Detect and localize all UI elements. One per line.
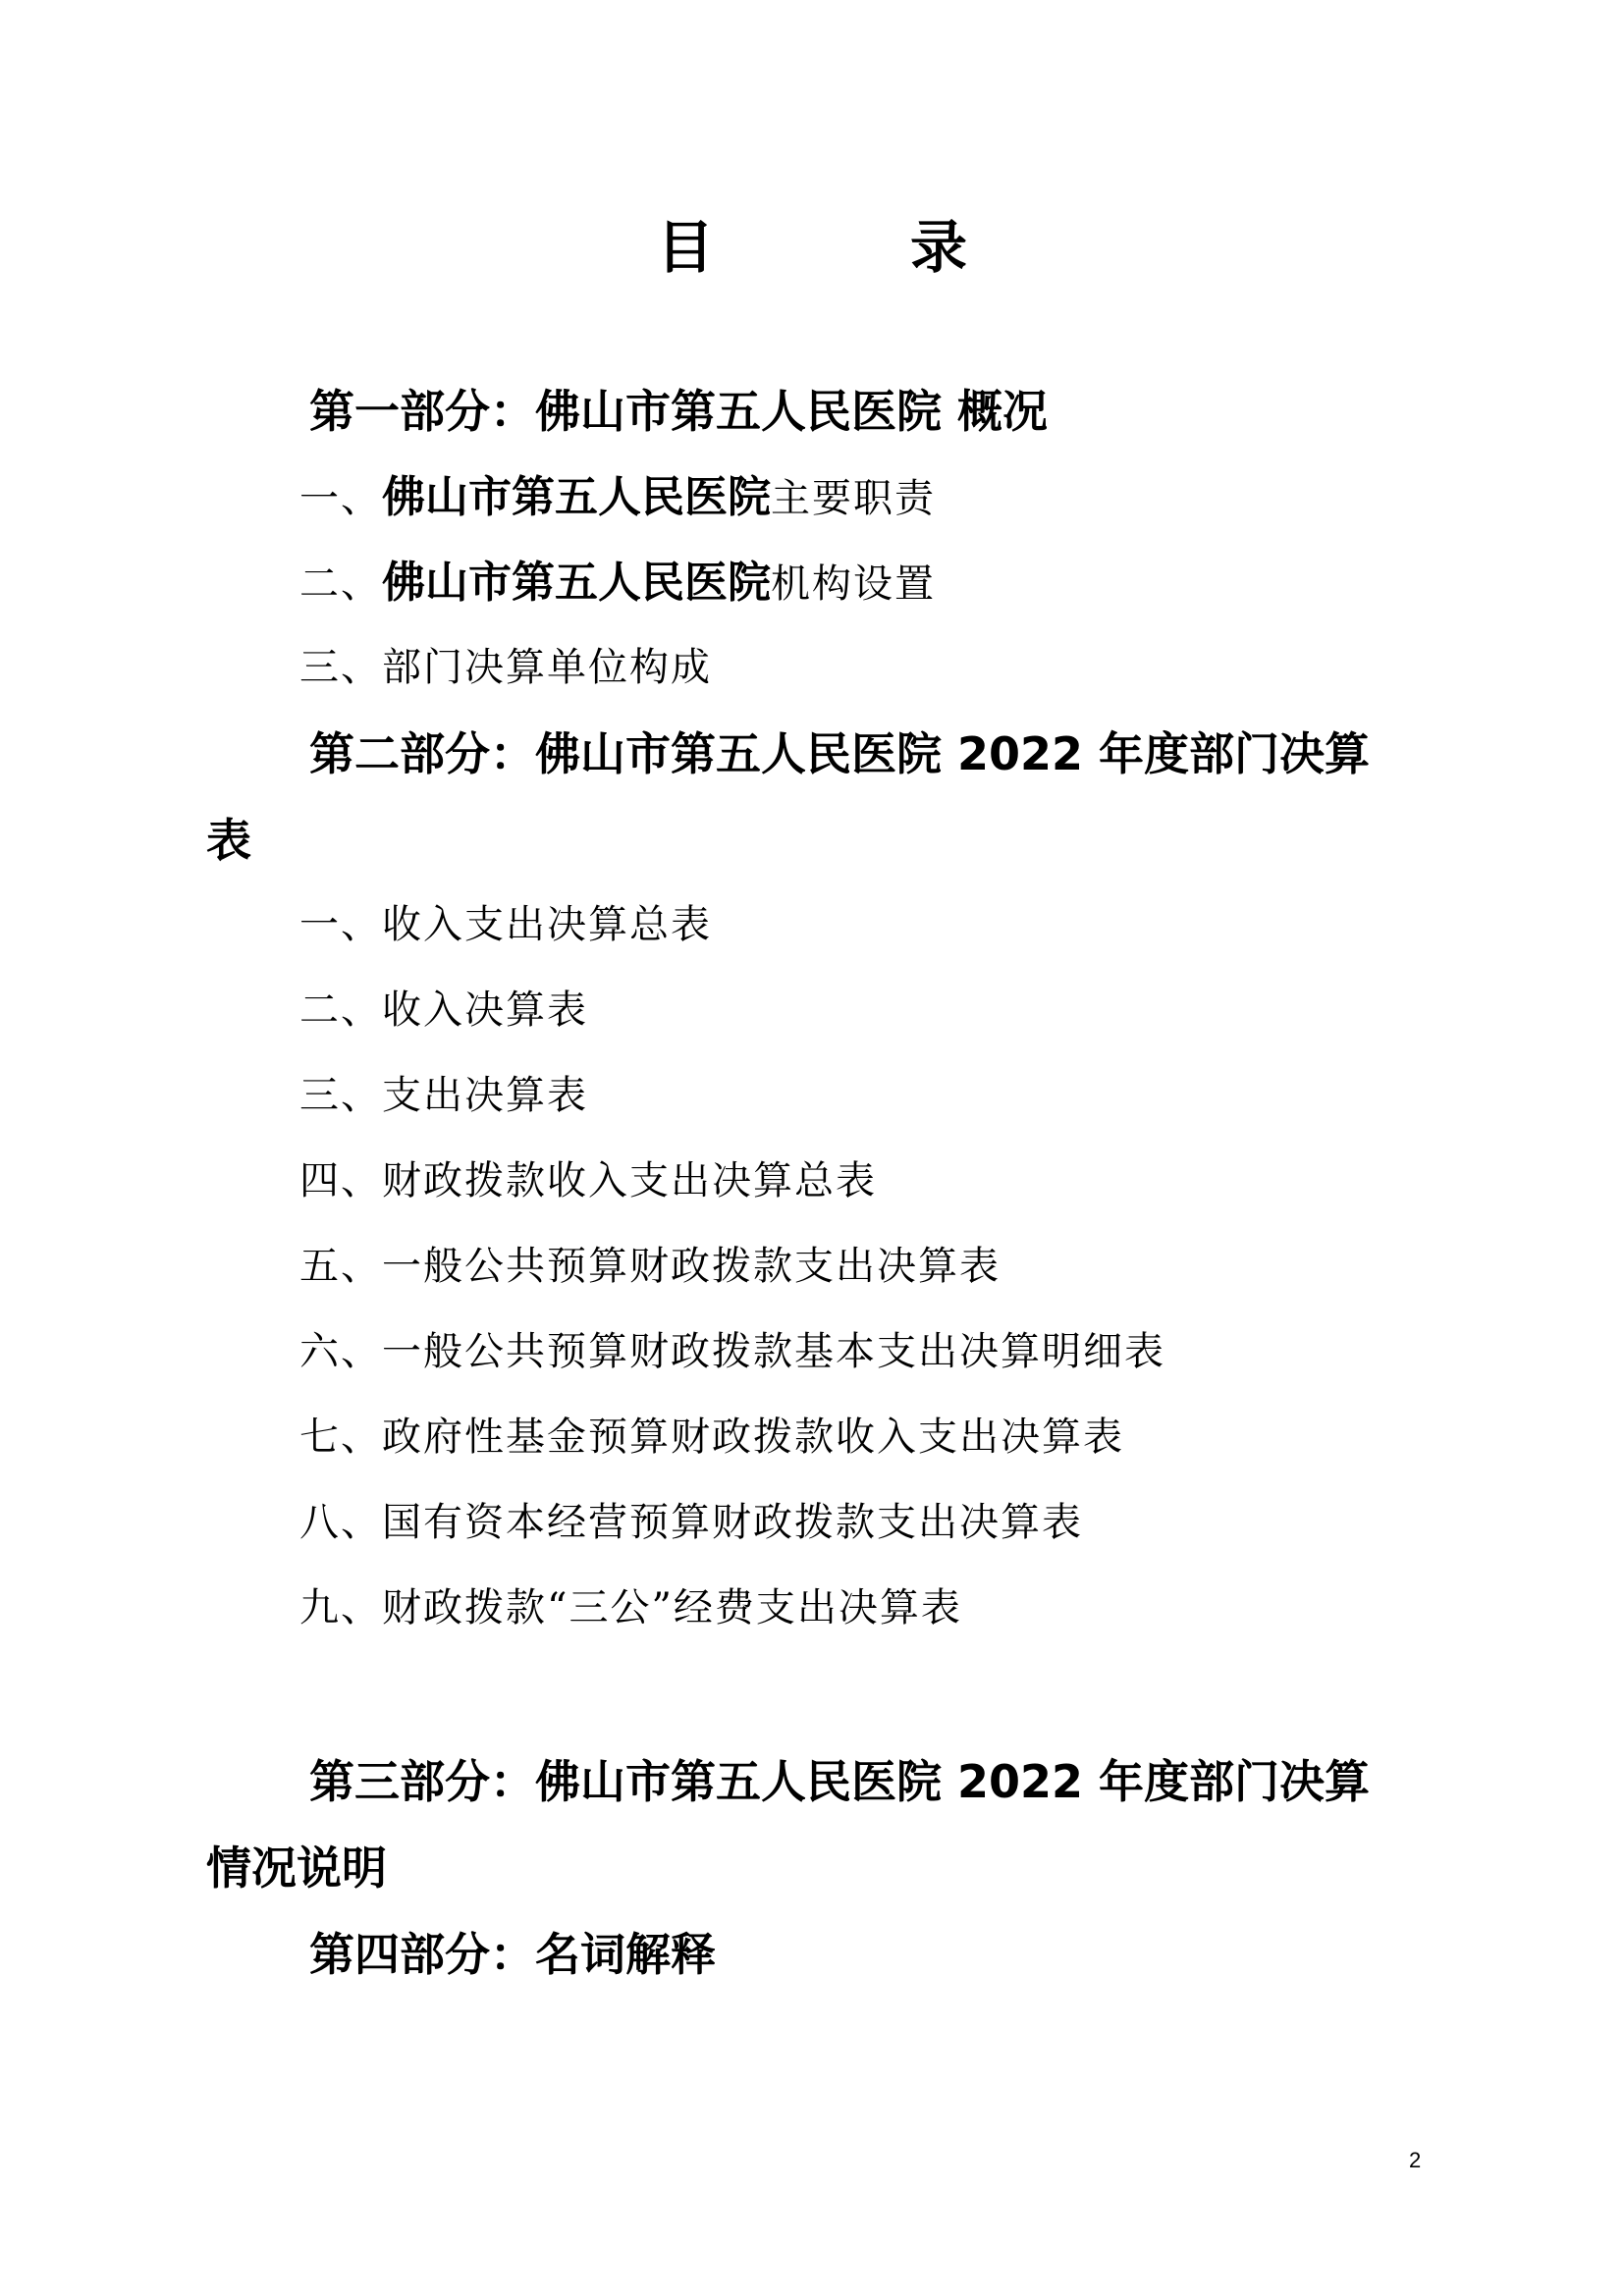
part1-item-3-prefix: 三、 bbox=[299, 645, 382, 690]
part1-item-2-prefix: 二、 bbox=[299, 561, 382, 607]
part1-item-3-suffix: 部门决算单位构成 bbox=[382, 645, 712, 690]
part2-item-9: 九、财政拨款“三公”经费支出决算表 bbox=[299, 1585, 962, 1630]
part1-item-1-strong: 佛山市第五人民医院 bbox=[382, 472, 771, 522]
part3-heading-line-2: 情况说明 bbox=[206, 1842, 387, 1895]
part3-heading-line-1: 第三部分：佛山市第五人民医院 2022 年度部门决算 bbox=[309, 1755, 1371, 1808]
page-number: 2 bbox=[1409, 2148, 1422, 2172]
title-char-2: 录 bbox=[910, 214, 968, 281]
part2-item-7: 七、政府性基金预算财政拨款收入支出决算表 bbox=[299, 1415, 1124, 1460]
part1-item-1-suffix: 主要职责 bbox=[771, 476, 936, 521]
page-title bbox=[0, 201, 1624, 284]
part1-item-2-strong: 佛山市第五人民医院 bbox=[382, 558, 771, 608]
part1-heading: 第一部分：佛山市第五人民医院 概况 bbox=[309, 385, 1049, 438]
part2-item-1: 一、收入支出决算总表 bbox=[299, 902, 712, 947]
part2-heading-line-1: 第二部分：佛山市第五人民医院 2022 年度部门决算 bbox=[309, 727, 1371, 780]
title-char-1: 目 bbox=[656, 214, 714, 281]
part4-heading: 第四部分：名词解释 bbox=[309, 1928, 716, 1981]
part2-item-8: 八、国有资本经营预算财政拨款支出决算表 bbox=[299, 1500, 1083, 1545]
part2-item-4: 四、财政拨款收入支出决算总表 bbox=[299, 1158, 877, 1203]
part1-item-2-suffix: 机构设置 bbox=[771, 561, 936, 607]
part2-item-2: 二、收入决算表 bbox=[299, 988, 588, 1033]
part1-item-3 bbox=[299, 645, 712, 690]
part2-item-6: 六、一般公共预算财政拨款基本支出决算明细表 bbox=[299, 1329, 1165, 1374]
part2-item-3: 三、支出决算表 bbox=[299, 1073, 588, 1118]
part1-item-1-prefix: 一、 bbox=[299, 476, 382, 521]
part2-item-5: 五、一般公共预算财政拨款支出决算表 bbox=[299, 1244, 1001, 1289]
part1-item-2 bbox=[299, 558, 936, 608]
part1-item-1 bbox=[299, 472, 936, 522]
part2-heading-line-2: 表 bbox=[206, 814, 251, 867]
